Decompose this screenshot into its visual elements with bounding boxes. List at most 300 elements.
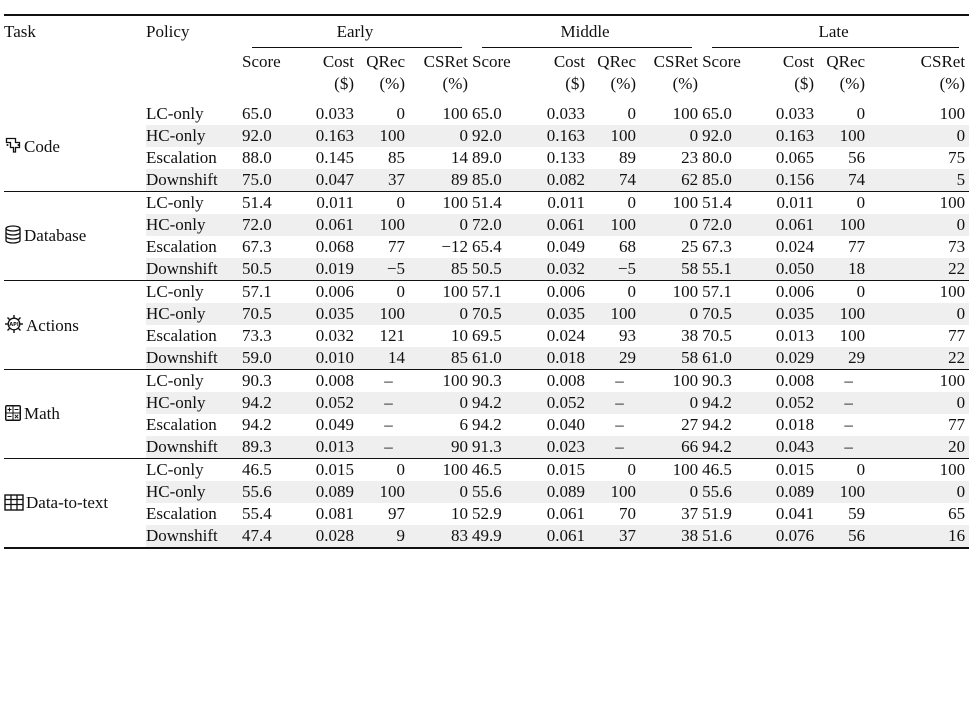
value-cell: 0 xyxy=(869,125,969,147)
table-row xyxy=(4,236,969,258)
value-cell: 66 xyxy=(640,436,702,459)
table-row xyxy=(4,392,969,414)
value-cell: – xyxy=(384,371,393,390)
policy-cell: LC-only xyxy=(146,104,204,123)
value-cell: 0.089 xyxy=(298,481,358,503)
value-cell: 93 xyxy=(619,326,637,345)
header-row-columns xyxy=(4,51,969,73)
column-unit: (%) xyxy=(839,74,866,93)
column-header: QRec xyxy=(826,52,866,71)
value-cell: 0.008 xyxy=(546,371,586,390)
value-cell: 92.0 xyxy=(702,125,758,147)
value-cell: 10 xyxy=(451,326,469,345)
value-cell: 100 xyxy=(939,460,966,479)
value-cell: 10 xyxy=(451,504,469,523)
value-cell: 58 xyxy=(640,347,702,370)
value-cell: 37 xyxy=(681,504,699,523)
value-cell: −12 xyxy=(441,237,469,256)
table-row xyxy=(4,103,969,125)
value-cell: 0.035 xyxy=(758,303,818,325)
value-cell: 100 xyxy=(672,193,699,212)
value-cell: 55.4 xyxy=(242,504,272,523)
value-cell: 0.015 xyxy=(315,460,354,479)
value-cell: 61.0 xyxy=(702,347,758,370)
task-cell xyxy=(4,281,146,370)
value-cell: 74 xyxy=(818,169,869,192)
value-cell: 0 xyxy=(640,303,702,325)
value-cell: 94.2 xyxy=(472,392,528,414)
task-name: Code xyxy=(24,137,60,156)
value-cell: 0.065 xyxy=(775,148,815,167)
column-unit xyxy=(242,73,298,95)
policy-cell: LC-only xyxy=(146,460,204,479)
value-cell: 0.013 xyxy=(298,436,358,459)
value-cell: 75.0 xyxy=(242,169,298,192)
value-cell: 18 xyxy=(818,258,869,281)
value-cell: 0 xyxy=(856,104,866,123)
value-cell: 0.033 xyxy=(315,104,354,123)
value-cell: 68 xyxy=(619,237,637,256)
value-cell: 74 xyxy=(589,169,640,192)
value-cell: 94.2 xyxy=(242,415,272,434)
column-header: QRec xyxy=(597,52,637,71)
value-cell: 0.006 xyxy=(315,282,354,301)
value-cell: 62 xyxy=(640,169,702,192)
value-cell: 0.156 xyxy=(758,169,818,192)
results-table-container xyxy=(4,14,969,549)
value-cell: 100 xyxy=(839,326,866,345)
group-underline xyxy=(712,47,959,48)
task-name: Math xyxy=(24,404,60,423)
policy-cell: LC-only xyxy=(146,193,204,212)
column-unit xyxy=(702,73,758,95)
value-cell: 37 xyxy=(358,169,409,192)
group-label-middle: Middle xyxy=(560,22,610,41)
blank-cell xyxy=(146,73,242,95)
value-cell: 0.011 xyxy=(316,193,354,212)
value-cell: 0.049 xyxy=(546,237,586,256)
value-cell: 77 xyxy=(948,415,966,434)
value-cell: – xyxy=(589,392,640,414)
value-cell: 94.2 xyxy=(702,415,732,434)
task-cell xyxy=(4,459,146,549)
policy-cell: Escalation xyxy=(146,237,217,256)
value-cell: 22 xyxy=(869,258,969,281)
value-cell: 85 xyxy=(409,347,472,370)
value-cell: 46.5 xyxy=(472,460,502,479)
value-cell: 0.024 xyxy=(546,326,586,345)
value-cell: 51.4 xyxy=(702,193,732,212)
group-underline xyxy=(252,47,462,48)
table-body xyxy=(4,103,969,548)
value-cell: 37 xyxy=(589,525,640,548)
value-cell: 100 xyxy=(358,125,409,147)
value-cell: 90 xyxy=(409,436,472,459)
value-cell: 55.6 xyxy=(472,481,528,503)
value-cell: 0.082 xyxy=(528,169,589,192)
value-cell: 51.4 xyxy=(472,193,502,212)
policy-header: Policy xyxy=(146,22,190,41)
column-unit xyxy=(472,73,528,95)
value-cell: – xyxy=(384,415,393,434)
header-row-units xyxy=(4,73,969,95)
value-cell: 59 xyxy=(848,504,866,523)
value-cell: 100 xyxy=(589,303,640,325)
group-header-early xyxy=(242,15,472,51)
column-unit: (%) xyxy=(939,74,966,93)
value-cell: 0 xyxy=(627,193,637,212)
value-cell: 23 xyxy=(681,148,699,167)
value-cell: 92.0 xyxy=(242,125,298,147)
value-cell: 0.047 xyxy=(298,169,358,192)
value-cell: 70.5 xyxy=(702,326,732,345)
value-cell: 0.032 xyxy=(528,258,589,281)
value-cell: 67.3 xyxy=(702,237,732,256)
value-cell: 0.089 xyxy=(758,481,818,503)
column-unit: (%) xyxy=(672,74,699,93)
column-header: Score xyxy=(472,52,511,71)
value-cell: 25 xyxy=(681,237,699,256)
value-cell: 56 xyxy=(848,148,866,167)
value-cell: 94.2 xyxy=(702,436,758,459)
policy-cell: Escalation xyxy=(146,148,217,167)
value-cell: 0.061 xyxy=(528,525,589,548)
value-cell: 72.0 xyxy=(702,214,758,236)
column-unit: (%) xyxy=(610,74,637,93)
table-row xyxy=(4,347,969,370)
table-row xyxy=(4,192,969,215)
value-cell: 91.3 xyxy=(472,436,528,459)
value-cell: 100 xyxy=(358,214,409,236)
value-cell: 20 xyxy=(869,436,969,459)
value-cell: 57.1 xyxy=(702,282,732,301)
task-cell xyxy=(4,370,146,459)
column-header: CSRet xyxy=(653,52,699,71)
value-cell: 22 xyxy=(869,347,969,370)
value-cell: 16 xyxy=(869,525,969,548)
value-cell: 100 xyxy=(672,282,699,301)
value-cell: 100 xyxy=(589,481,640,503)
table-row xyxy=(4,147,969,169)
value-cell: 0 xyxy=(409,214,472,236)
column-unit: ($) xyxy=(334,74,354,93)
group-underline xyxy=(482,47,692,48)
value-cell: 0.011 xyxy=(547,193,586,212)
value-cell: 55.6 xyxy=(702,481,758,503)
value-cell: 65.0 xyxy=(472,104,502,123)
value-cell: – xyxy=(358,436,409,459)
api-gear-icon xyxy=(4,316,26,335)
table-row xyxy=(4,481,969,503)
task-name: Actions xyxy=(26,315,79,335)
value-cell: 80.0 xyxy=(702,148,732,167)
value-cell: 0 xyxy=(640,481,702,503)
value-cell: 29 xyxy=(589,347,640,370)
value-cell: 0.006 xyxy=(775,282,815,301)
policy-cell: Escalation xyxy=(146,326,217,345)
value-cell: 65.4 xyxy=(472,237,502,256)
value-cell: 0.015 xyxy=(775,460,815,479)
value-cell: 70.5 xyxy=(472,303,528,325)
column-header: CSRet xyxy=(423,52,469,71)
value-cell: 83 xyxy=(409,525,472,548)
column-header: CSRet xyxy=(920,52,966,71)
column-header: Cost xyxy=(782,52,815,71)
value-cell: 6 xyxy=(459,415,469,434)
value-cell: 0.032 xyxy=(315,326,354,345)
value-cell: 77 xyxy=(388,237,405,256)
policy-cell: Downshift xyxy=(146,347,242,370)
value-cell: 0.043 xyxy=(758,436,818,459)
value-cell: 57.1 xyxy=(472,282,502,301)
value-cell: 0.081 xyxy=(315,504,354,523)
value-cell: 0 xyxy=(869,303,969,325)
value-cell: 90.3 xyxy=(242,371,272,390)
value-cell: 70.5 xyxy=(702,303,758,325)
value-cell: – xyxy=(844,415,853,434)
value-cell: – xyxy=(844,371,853,390)
value-cell: 0.052 xyxy=(298,392,358,414)
value-cell: 46.5 xyxy=(242,460,272,479)
value-cell: −5 xyxy=(589,258,640,281)
value-cell: 0 xyxy=(640,125,702,147)
value-cell: 5 xyxy=(869,169,969,192)
task-cell xyxy=(4,192,146,281)
value-cell: 100 xyxy=(818,481,869,503)
blank-cell xyxy=(4,51,146,73)
column-header: QRec xyxy=(366,52,405,71)
column-header: Cost xyxy=(322,52,354,71)
value-cell: 75 xyxy=(948,148,966,167)
value-cell: – xyxy=(818,392,869,414)
value-cell: 49.9 xyxy=(472,525,528,548)
database-icon xyxy=(4,226,24,245)
value-cell: 0.061 xyxy=(546,504,586,523)
value-cell: – xyxy=(818,436,869,459)
value-cell: 85.0 xyxy=(472,169,528,192)
value-cell: 89.3 xyxy=(242,436,298,459)
value-cell: 0.145 xyxy=(315,148,354,167)
value-cell: 77 xyxy=(948,326,966,345)
value-cell: 85.0 xyxy=(702,169,758,192)
value-cell: 0 xyxy=(856,460,866,479)
value-cell: 100 xyxy=(442,371,469,390)
value-cell: 73 xyxy=(948,237,966,256)
value-cell: 0 xyxy=(627,460,637,479)
value-cell: 29 xyxy=(818,347,869,370)
value-cell: 0 xyxy=(396,104,405,123)
value-cell: 38 xyxy=(681,326,699,345)
value-cell: 100 xyxy=(818,214,869,236)
column-header: Score xyxy=(702,52,741,71)
value-cell: 0.163 xyxy=(528,125,589,147)
value-cell: 0 xyxy=(869,392,969,414)
value-cell: 0.061 xyxy=(758,214,818,236)
value-cell: 0.163 xyxy=(298,125,358,147)
value-cell: 55.6 xyxy=(242,481,298,503)
policy-cell: LC-only xyxy=(146,371,204,390)
value-cell: 0.040 xyxy=(546,415,586,434)
group-label-late: Late xyxy=(818,22,849,41)
value-cell: 100 xyxy=(442,193,469,212)
value-cell: 65 xyxy=(948,504,966,523)
value-cell: 0.023 xyxy=(528,436,589,459)
value-cell: 0.018 xyxy=(528,347,589,370)
column-unit: (%) xyxy=(379,74,405,93)
value-cell: 0.033 xyxy=(546,104,586,123)
value-cell: 85 xyxy=(409,258,472,281)
value-cell: 85 xyxy=(388,148,405,167)
value-cell: 0 xyxy=(627,104,637,123)
value-cell: 56 xyxy=(818,525,869,548)
value-cell: 89.0 xyxy=(472,148,502,167)
value-cell: 0.008 xyxy=(315,371,354,390)
value-cell: 0.015 xyxy=(546,460,586,479)
policy-cell: Downshift xyxy=(146,525,242,548)
value-cell: 58 xyxy=(640,258,702,281)
value-cell: 0.052 xyxy=(758,392,818,414)
value-cell: 59.0 xyxy=(242,347,298,370)
value-cell: 100 xyxy=(939,193,966,212)
value-cell: 100 xyxy=(589,214,640,236)
column-unit: (%) xyxy=(442,74,469,93)
value-cell: 57.1 xyxy=(242,282,272,301)
column-unit: ($) xyxy=(565,74,586,93)
policy-cell: LC-only xyxy=(146,282,204,301)
value-cell: 0 xyxy=(856,282,866,301)
value-cell: 92.0 xyxy=(472,125,528,147)
value-cell: 89 xyxy=(409,169,472,192)
policy-cell: HC-only xyxy=(146,214,242,236)
value-cell: 0.163 xyxy=(758,125,818,147)
value-cell: 0 xyxy=(869,214,969,236)
column-unit: ($) xyxy=(794,74,815,93)
group-header-late xyxy=(702,15,969,51)
value-cell: 100 xyxy=(672,104,699,123)
value-cell: 72.0 xyxy=(472,214,528,236)
table-row xyxy=(4,303,969,325)
blank-cell xyxy=(4,73,146,95)
table-row xyxy=(4,258,969,281)
value-cell: 100 xyxy=(672,371,699,390)
value-cell: 0.133 xyxy=(546,148,586,167)
table-row xyxy=(4,370,969,393)
policy-cell: HC-only xyxy=(146,303,242,325)
value-cell: – xyxy=(358,392,409,414)
value-cell: 0.061 xyxy=(298,214,358,236)
value-cell: 65.0 xyxy=(702,104,732,123)
table-row xyxy=(4,214,969,236)
table-icon xyxy=(4,493,26,512)
value-cell: 70.5 xyxy=(242,303,298,325)
value-cell: 38 xyxy=(640,525,702,548)
value-cell: 100 xyxy=(442,282,469,301)
table-row xyxy=(4,414,969,436)
value-cell: – xyxy=(615,415,624,434)
value-cell: 51.6 xyxy=(702,525,758,548)
table-row xyxy=(4,525,969,548)
value-cell: 51.4 xyxy=(242,193,272,212)
calculator-icon xyxy=(4,404,24,423)
value-cell: 0.049 xyxy=(315,415,354,434)
value-cell: 90.3 xyxy=(472,371,502,390)
value-cell: 0 xyxy=(640,214,702,236)
value-cell: 72.0 xyxy=(242,214,298,236)
value-cell: 69.5 xyxy=(472,326,502,345)
value-cell: 100 xyxy=(589,125,640,147)
value-cell: 0.029 xyxy=(758,347,818,370)
blank-cell xyxy=(146,51,242,73)
group-header-middle xyxy=(472,15,702,51)
policy-cell: Escalation xyxy=(146,415,217,434)
value-cell: 97 xyxy=(388,504,405,523)
value-cell: 50.5 xyxy=(242,258,298,281)
table-row xyxy=(4,281,969,304)
value-cell: 50.5 xyxy=(472,258,528,281)
value-cell: 100 xyxy=(442,104,469,123)
value-cell: 100 xyxy=(939,282,966,301)
value-cell: 14 xyxy=(358,347,409,370)
value-cell: 0.013 xyxy=(775,326,815,345)
value-cell: 0 xyxy=(856,193,866,212)
value-cell: 0 xyxy=(640,392,702,414)
value-cell: 94.2 xyxy=(472,415,502,434)
value-cell: 0.068 xyxy=(315,237,354,256)
value-cell: 47.4 xyxy=(242,525,298,548)
value-cell: 61.0 xyxy=(472,347,528,370)
column-header: Score xyxy=(242,52,281,71)
value-cell: 27 xyxy=(681,415,699,434)
value-cell: 100 xyxy=(939,371,966,390)
results-table xyxy=(4,14,969,549)
value-cell: 51.9 xyxy=(702,504,732,523)
table-row xyxy=(4,325,969,347)
value-cell: 9 xyxy=(358,525,409,548)
value-cell: 89 xyxy=(619,148,637,167)
value-cell: 0.024 xyxy=(775,237,815,256)
table-row xyxy=(4,125,969,147)
value-cell: 0.011 xyxy=(776,193,815,212)
policy-cell: Downshift xyxy=(146,258,242,281)
value-cell: 0 xyxy=(396,193,405,212)
value-cell: – xyxy=(589,436,640,459)
table-row xyxy=(4,459,969,482)
policy-cell: HC-only xyxy=(146,125,242,147)
value-cell: 0 xyxy=(409,481,472,503)
value-cell: 0.076 xyxy=(758,525,818,548)
value-cell: 0.018 xyxy=(775,415,815,434)
value-cell: 0.010 xyxy=(298,347,358,370)
value-cell: 73.3 xyxy=(242,326,272,345)
value-cell: 14 xyxy=(451,148,469,167)
value-cell: 0.035 xyxy=(298,303,358,325)
value-cell: 0.019 xyxy=(298,258,358,281)
value-cell: 0 xyxy=(869,481,969,503)
table-row xyxy=(4,169,969,192)
value-cell: 0.006 xyxy=(546,282,586,301)
value-cell: 0 xyxy=(409,303,472,325)
value-cell: 77 xyxy=(848,237,866,256)
value-cell: 0 xyxy=(409,125,472,147)
task-cell xyxy=(4,103,146,192)
value-cell: 100 xyxy=(818,125,869,147)
policy-cell: Downshift xyxy=(146,436,242,459)
value-cell: 100 xyxy=(939,104,966,123)
value-cell: 0.052 xyxy=(528,392,589,414)
code-icon xyxy=(4,137,24,156)
policy-cell: Escalation xyxy=(146,504,217,523)
table-row xyxy=(4,503,969,525)
